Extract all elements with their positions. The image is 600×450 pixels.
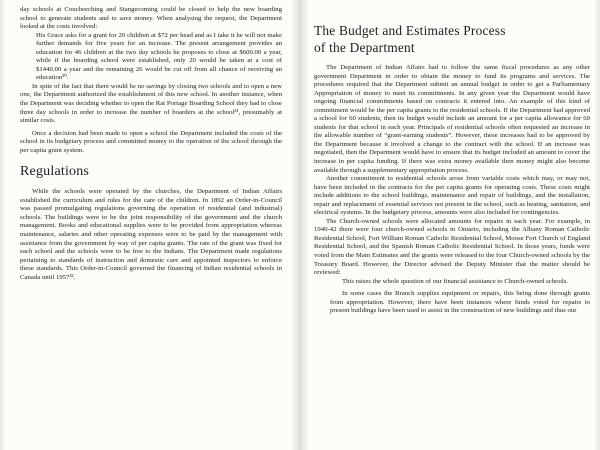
right-text-column [314,6,590,316]
paragraph: day schools at Coucheeching and Stangecoming could be closed to help the new boarding school to generate students and to save money. When analysing the request, the Department looked at the costs involved: [20,6,282,31]
block-quote: His Grace asks for a grant for 20 children at $72 per head and as I take it he will not make further demands for five years for an increase. The present arrangement provides an education for 46 children at the two day schools he proposes to close at $600.00 a year, while if the boarding school were established, only 20 would be taken at a cost of $1440.00 a year and the remaining 26 would be cut off from all chance of receiving an education³⁰. [36,31,282,82]
paragraph: While the schools were operated by the churches, the Department of Indian Affairs established the curriculum and rules for the care of the children. In 1892 an Order-in-Council was passed promulgating regulations governing the operation of residential (and industrial) schools. The buildings were to be the joint responsibility of the government and the church management. Books and educational supplies were to be provided from appropriation whereas maintenance, salaries and other operating expenses were to be paid by the management with assistance from the government by way of per capita grants. The rate of the grant was fixed for each school and the schools were to be free to the Indians. The Department made regulations pertaining to standards of instruction and domestic care and appointed inspectors to enforce these standards. This Order-in-Council governed the financing of Indian residential schools in Canada until 1957³². [20,188,282,281]
right-page [300,0,600,450]
block-quote: In some cases the Branch supplies equipment or repairs, this being done through grants from appropriation. However, there have been instances where funds voted for repairs to present buildings have been used to assist in the construction of new buildings and thus our [330,290,590,315]
paragraph: The Church-owned schools were allocated amounts for repairs in each year. For example, in 1940-42 there were four church-owned schools in Ontario, including the Albany Roman Catholic Residential School, Fort William Roman Catholic Residential School, Moose Fort Church of England Residential School, and the Spanish Roman Catholic Residential School. In those years, funds were voted from the Main Estimates and the grants were released to the four Church-owned schools by the Treasury Board. However, the Director advised the Deputy Minister that the matter should be reviewed: [314,217,590,277]
heading-line: The Budget and Estimates Process [314,23,506,38]
left-page-edge-shadow [0,0,6,450]
heading-line: of the Department [314,40,415,55]
section-heading: Regulations [20,164,90,180]
section-heading [314,22,590,56]
paragraph: The Department of Indian Affairs had to follow the same fiscal procedures as any other government Department in order to obtain the money to fund its programs and services. The procedures required that the Department submit an annual budget in order to get a Parliamentary Appropriation of money to meet its commitments. In any given year the Department would have ongoing financial commitments based on contracts it entered into. An example of this kind of commitment would be the per capita grants to the residential schools. If the Department had approved a school for 60 students, then its budget would include an amount for a per capita allowance for 60 students for that school in each year. Principals of residential schools often requested an increase in the allowable number of “grant-earning students”. However, these increases had to be approved by the Department because it involved a change to the contract with the school. If an increase was negotiated, then the Department would have to ensure that its budget included an amount to cover the increase in per capita funding. If there was extra money available then money might also become available through a supplementary appropriation process. [314,64,590,174]
paragraph: In spite of the fact that there would be no savings by closing two schools and to open a new one, the Department authorized the establishment of this new school. In another instance, when the Department was deciding whether to open the Rat Portage Boarding School they had to close three day schools in order to increase the number of boarders at the school³¹, presumably at similar costs. [20,82,282,125]
book-gutter-shadow [291,0,309,450]
left-text-column [20,6,282,282]
right-page-edge-shadow [594,0,600,450]
paragraph: Another commitment to residential schools arose from variable costs which may, or may not, have been included in the contracts for the per capita grants for operating costs. These costs might include additions to the school buildings, maintenance and repair of buildings, and the installation, repair and replacement of essential services not present in the school, such as heating, sanitation, and electrical systems. In the budgetary process, amounts were also included for contingencies. [314,175,590,217]
block-quote: This raises the whole question of our financial assistance to Church-owned schools. [342,277,569,285]
paragraph: Once a decision had been made to open a school the Department included the costs of the school in its budgetary process and committed money to the operation of the school through the per capita grant system. [20,129,282,154]
